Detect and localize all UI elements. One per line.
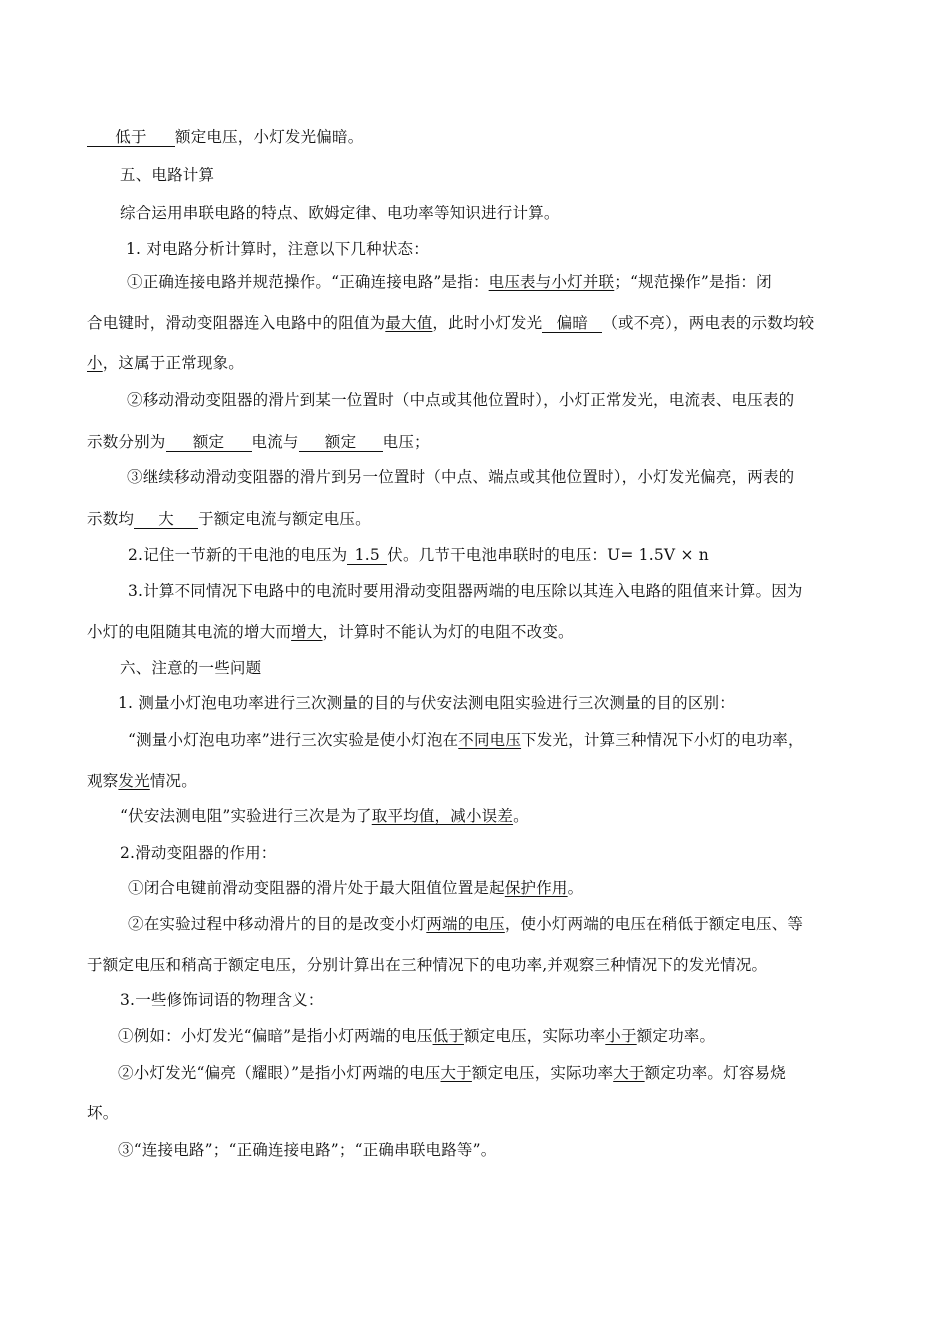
- answer-blank: 低于: [87, 128, 175, 147]
- text-line-17: “测量小灯泡电功率”进行三次实验是使小灯泡在不同电压下发光，计算三种情况下小灯的电功率，: [128, 731, 804, 749]
- text-line-28: ③“连接电路”；“正确连接电路”；“正确串联电路等”。: [118, 1141, 497, 1159]
- text-line-16: 1. 测量小灯泡电功率进行三次测量的目的与伏安法测电阻实验进行三次测量的目的区别：: [118, 694, 735, 712]
- text-line-6: 合电键时，滑动变阻器连入电路中的阻值为最大值，此时小灯发光 偏暗 （或不亮），两电表的示数均较: [87, 314, 815, 332]
- text-line-14: 小灯的电阻随其电流的增大而增大，计算时不能认为灯的电阻不改变。: [87, 623, 574, 641]
- answer-underline: 小: [87, 354, 103, 372]
- answer-blank: 1.5: [347, 546, 387, 565]
- answer-blank: 额定: [166, 433, 252, 452]
- text-line-27: 坏。: [87, 1104, 119, 1122]
- answer-underline: 小于: [605, 1027, 637, 1045]
- text-line-7: 小，这属于正常现象。: [87, 354, 245, 372]
- text-line-11: 示数均 大 于额定电流与额定电压。: [87, 510, 371, 528]
- answer-blank: 大: [134, 510, 198, 529]
- answer-underline: 增大: [291, 623, 323, 641]
- answer-blank: 偏暗: [542, 314, 602, 333]
- text-line-3: 综合运用串联电路的特点、欧姆定律、电功率等知识进行计算。: [120, 204, 560, 222]
- text-line-10: ③继续移动滑动变阻器的滑片到另一位置时（中点、端点或其他位置时），小灯发光偏亮，两表的: [127, 468, 795, 486]
- text-line-18: 观察发光情况。: [87, 772, 197, 790]
- text-line-19: “伏安法测电阻”实验进行三次是为了取平均值，减小误差。: [120, 807, 529, 825]
- answer-underline: 最大值: [385, 314, 433, 332]
- text-line-4: 1. 对电路分析计算时，注意以下几种状态：: [126, 240, 429, 258]
- section-heading-6: 六、注意的一些问题: [120, 659, 262, 677]
- text-line-22: ②在实验过程中移动滑片的目的是改变小灯两端的电压，使小灯两端的电压在稍低于额定电压、等: [128, 915, 804, 933]
- answer-underline: 电压表与小灯并联: [488, 273, 615, 291]
- section-heading-5: 五、电路计算: [120, 166, 215, 184]
- answer-underline: 保护作用: [504, 879, 568, 897]
- answer-underline: 取平均值，减小误差: [371, 807, 514, 825]
- text-line-20: 2.滑动变阻器的作用：: [120, 844, 277, 862]
- answer-blank: 额定: [299, 433, 383, 452]
- answer-underline: 两端的电压: [426, 915, 505, 933]
- text-line-25: ①例如：小灯发光“偏暗”是指小灯两端的电压低于额定电压，实际功率小于额定功率。: [118, 1027, 716, 1045]
- answer-underline: 大于: [440, 1064, 472, 1082]
- answer-underline: 大于: [613, 1064, 645, 1082]
- text-line-12: 2.记住一节新的干电池的电压为 1.5 伏。几节干电池串联时的电压：U= 1.5V × n: [128, 546, 709, 564]
- text-line-21: ①闭合电键前滑动变阻器的滑片处于最大阻值位置是起保护作用。: [128, 879, 584, 897]
- text-line-1: 低于 额定电压，小灯发光偏暗。: [87, 127, 950, 147]
- text-line-24: 3.一些修饰词语的物理含义：: [120, 991, 324, 1009]
- answer-underline: 不同电压: [458, 731, 522, 749]
- text-line-5: ①正确连接电路并规范操作。“正确连接电路”是指：电压表与小灯并联；“规范操作”是指：闭: [127, 273, 772, 291]
- answer-underline: 发光: [118, 772, 150, 790]
- text-line-26: ②小灯发光“偏亮（耀眼）”是指小灯两端的电压大于额定电压，实际功率大于额定功率。灯容易烧: [118, 1064, 786, 1082]
- text-line-23: 于额定电压和稍高于额定电压，分别计算出在三种情况下的电功率,并观察三种情况下的发光情况。: [87, 956, 768, 974]
- text-line-9: 示数分别为 额定 电流与 额定 电压；: [87, 433, 430, 451]
- text-line-8: ②移动滑动变阻器的滑片到某一位置时（中点或其他位置时），小灯正常发光，电流表、电压表的: [127, 391, 795, 409]
- text-line-13: 3.计算不同情况下电路中的电流时要用滑动变阻器两端的电压除以其连入电路的阻值来计算。因为: [128, 582, 803, 600]
- answer-underline: 低于: [432, 1027, 464, 1045]
